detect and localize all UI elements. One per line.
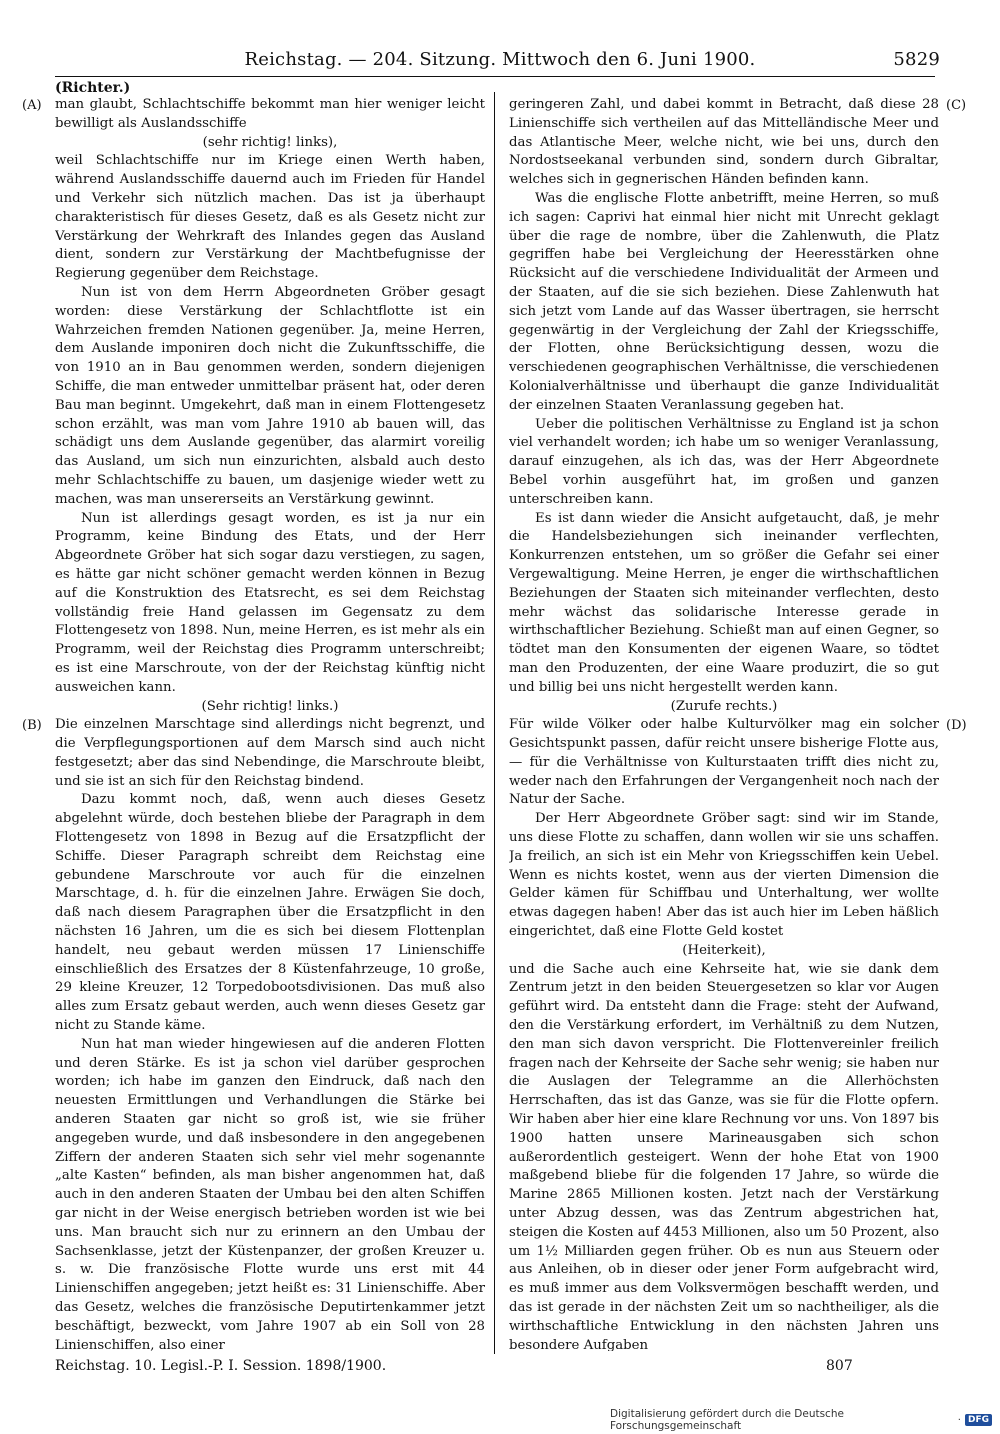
digitization-text: Digitalisierung gefördert durch die Deutsche Forschungsgemeinschaft — [610, 1408, 844, 1432]
paragraph: und die Sache auch eine Kehrseite hat, wie sie dank dem Zentrum jetzt in den beiden Steuergesetzen so klar vor Augen geführt wird. Da entsteht dann die Frage: steht der Aufwand, den die Verstärkung erfordert, im Verhältniß zu dem Nutzen, den man sich davon verspricht. Die Flottenvereinler freilich fragen nach der Kehrseite der Sache sehr wenig; sie haben nur die Auslagen der Telegramme an die Allerhöchsten Herrschaften, das ist das Ganze, was sie für die Flotte opfern. Wir haben aber hier eine klare Rechnung vor uns. Von 1897 bis 1900 hatten unsere Marineausgaben sich schon außerordentlich gesteigert. Wenn der hohe Etat von 1900 maßgebend bliebe für die folgenden 17 Jahre, so würde die Marine 2865 Millionen kosten. Jetzt nach der Verstärkung unter Abzug dessen, was das Zentrum abgestrichen hat, steigen die Kosten auf 4453 Millionen, also um 50 Prozent, also um 1½ Milliarden gegen früher. Ob es nun aus Steuern oder aus Anleihen, ob in dieser oder jener Form aufgebracht wird, es muß immer aus dem Volksvermögen beschafft werden, und das ist gerade in der nächsten Zeit um so nachtheiliger, als die wirthschaftliche Entwicklung in den nächsten Jahren uns besondere Aufgaben — [509, 961, 939, 1351]
interjection: (sehr richtig! links), — [202, 134, 338, 150]
interjection: (Zurufe rechts.) — [670, 698, 778, 714]
margin-marker-d: (D) — [946, 718, 967, 733]
paragraph: Ueber die politischen Verhältnisse zu England ist ja schon viel verhandelt worden; ich habe um so weniger Veranlassung, darauf einzugehen, als ich das, was der Herr Abgeordnete Bebel vorhin ausgeführt hat, im großen und ganzen unterschreiben kann. — [509, 416, 939, 507]
digitization-note — [610, 1408, 992, 1432]
margin-marker-c: (C) — [946, 98, 967, 113]
right-column — [509, 96, 939, 1351]
paragraph: Nun hat man wieder hingewiesen auf die anderen Flotten und deren Stärke. Es ist ja schon viel darüber gesprochen worden; ich habe im ganzen den Eindruck, daß nach den neuesten Ermittlungen und Verhandlungen die Stärke bei anderen Staaten gar nicht so groß ist, wie sie früher angegeben wurde, und daß insbesondere in den angegebenen Ziffern der anderen Staaten sich sehr viel mehr sogenannte „alte Kasten“ befinden, als man bisher angenommen hat, daß auch in den anderen Staaten der Umbau bei den alten Schiffen gar nicht in der Weise energisch betrieben worden ist wie bei uns. Man braucht sich nur zu erinnern an den Umbau der Sachsenklasse, jetzt der Küstenpanzer, der großen Kreuzer u. s. w. Die französische Flotte wurde uns erst mit 44 Linienschiffen angegeben; jetzt heißt es: 31 Linienschiffe. Aber das Gesetz, welches die französische Deputirtenkammer jetzt beschäftigt, bezweckt, vom Jahre 1907 ab ein Soll von 28 Linienschiffen, also einer — [55, 1036, 485, 1351]
footer-sheet-number: 807 — [826, 1358, 853, 1374]
dfg-logo: DFG — [965, 1414, 992, 1426]
interjection: (Heiterkeit), — [682, 942, 766, 958]
interjection: (Sehr richtig! links.) — [201, 698, 339, 714]
header-rule — [55, 76, 935, 77]
paragraph: man glaubt, Schlachtschiffe bekommt man hier weniger leicht bewilligt als Auslandsschiffe — [55, 97, 485, 131]
margin-marker-a: (A) — [22, 98, 42, 113]
paragraph: Die einzelnen Marschtage sind allerdings nicht begrenzt, und die Verpflegungsportionen auf dem Marsch sind auch nicht festgesetzt; aber das sind Nebendinge, die Marschroute bleibt, und sie ist an sich für den Reichstag bindend. — [55, 717, 485, 789]
paragraph: Dazu kommt noch, daß, wenn auch dieses Gesetz abgelehnt würde, doch bestehen bliebe der Paragraph in dem Flottengesetz von 1898 in Bezug auf die Ersatzpflicht der Schiffe. Dieser Paragraph schreibt dem Reichstag eine gebundene Marschroute vor auch für die einzelnen Marschtage, d. h. für die einzelnen Jahre. Erwägen Sie doch, daß nach diesem Paragraphen über die Ersatzpflicht in den nächsten 16 Jahren, um die es sich bei diesem Flottenplan handelt, neu gebaut werden müssen 17 Linienschiffe einschließlich des Ersatzes der 8 Küstenfahrzeuge, 10 große, 29 kleine Kreuzer, 12 Torpedobootsdivisionen. Das muß also alles zum Ersatz gebaut werden, auch wenn dieses Gesetz gar nicht zu Stande käme. — [55, 792, 485, 1034]
paragraph: Nun ist von dem Herrn Abgeordneten Gröber gesagt worden: diese Verstärkung der Schlachtflotte ist ein Wahrzeichen fremden Nationen gegenüber. Ja, meine Herren, dem Auslande imponiren doch nicht die Zukunftsschiffe, die von 1910 an in Bau genommen werden, sondern diejenigen Schiffe, die man entweder unmittelbar präsent hat, oder deren Bau man beginnt. Umgekehrt, daß man in einem Flottengesetz schon erzählt, was man vom Jahre 1910 ab bauen will, das schädigt uns dem Auslande gegenüber, das alarmirt voreilig das Ausland, um sich nun einzurichten, alsbald auch desto mehr Schlachtschiffe zu bauen, um dasjenige wieder wett zu machen, was man unsererseits an Verstärkung gewinnt. — [55, 284, 485, 507]
header-title: Reichstag. — 204. Sitzung. Mittwoch den 6. Juni 1900. — [244, 48, 756, 70]
speaker-name: (Richter.) — [55, 80, 131, 96]
paragraph: Was die englische Flotte anbetrifft, meine Herren, so muß ich sagen: Caprivi hat einmal hier nicht mit Unrecht geklagt über die rage de nombre, über die Zahlenwuth, die Platz gegriffen habe bei Vergleichung der Heeresstärken ohne Rücksicht auf die verschiedene Individualität der Armeen und der Staaten, auf die sie sich beziehen. Diese Zahlenwuth hat sich jetzt vom Lande auf das Wasser übertragen, sie herrscht gegenwärtig in der Vergleichung der Zahl der Kriegsschiffe, der Flotten, ohne Berücksichtigung dessen, wozu die verschiedenen geographischen Verhältnisse, die verschiedenen Kolonialverhältnisse und überhaupt die ganze Individualität der einzelnen Staaten Veranlassung gegeben hat. — [509, 190, 939, 413]
footer-session: Reichstag. 10. Legisl.-P. I. Session. 1898/1900. — [55, 1358, 387, 1374]
separator-dot: · — [957, 1414, 961, 1426]
left-column — [55, 96, 485, 1351]
margin-marker-b: (B) — [22, 718, 42, 733]
paragraph: geringeren Zahl, und dabei kommt in Betracht, daß diese 28 Linienschiffe sich vertheilen auf das Mittelländische Meer und das Atlantische Meer, welche nicht, wie bei uns, durch den Nordostseekanal verbunden sind, sondern durch Gibraltar, welches sich in gegnerischen Händen befinden kann. — [509, 97, 939, 188]
paragraph: Für wilde Völker oder halbe Kulturvölker mag ein solcher Gesichtspunkt passen, dafür reicht unsere bisherige Flotte aus, — für die Verhältnisse von Kulturstaaten trifft dies nicht zu, weder nach den Erfahrungen der Vergangenheit noch nach der Natur der Sache. — [509, 717, 939, 808]
column-divider — [494, 92, 495, 1354]
paragraph: Nun ist allerdings gesagt worden, es ist ja nur ein Programm, keine Bindung des Etats, und der Herr Abgeordnete Gröber hat sich sogar dazu verstiegen, zu sagen, es hätte gar nicht schöner gemacht werden können in Bezug auf die Konstruktion des Etatsrecht, es sei dem Reichstag vollständig freie Hand gelassen im Gegensatz zu dem Flottengesetz von 1898. Nun, meine Herren, es ist mehr als ein Programm, weil der Reichstag dies Programm unterschreibt; es ist eine Marschroute, von der der Reichstag künftig nicht ausweichen kann. — [55, 510, 485, 695]
paragraph: Der Herr Abgeordnete Gröber sagt: sind wir im Stande, uns diese Flotte zu schaffen, dann wollen wir sie uns schaffen. Ja freilich, an sich ist ein Mehr von Kriegsschiffen kein Uebel. Wenn es nichts kostet, wenn aus der vierten Dimension die Gelder kämen für Schiffbau und Unterhaltung, wer wollte etwas dagegen haben! Aber das ist auch hier im Leben häßlich eingerichtet, daß eine Flotte Geld kostet — [509, 811, 939, 940]
paragraph: weil Schlachtschiffe nur im Kriege einen Werth haben, während Auslandsschiffe dauernd auch im Frieden für Handel und Verkehr sich nützlich machen. Das ist ja überhaupt charakteristisch für dieses Gesetz, daß es als Gesetz nicht zur Verstärkung der Wehrkraft des Inlandes gegen das Ausland dient, sondern zur Verstärkung der Machtbefugnisse der Regierung gegenüber dem Reichstage. — [55, 153, 485, 282]
page-number: 5829 — [893, 48, 940, 70]
page-header — [20, 44, 980, 74]
paragraph: Es ist dann wieder die Ansicht aufgetaucht, daß, je mehr die Handelsbeziehungen sich ineinander verflechten, Konkurrenzen entstehen, um so größer die Gefahr sei einer Vergewaltigung. Meine Herren, je enger die wirthschaftlichen Beziehungen der Staaten sich miteinander verflechten, desto mehr wächst das solidarische Interesse gerade in wirthschaftlicher Beziehung. Schießt man auf einen Gegner, so tödtet man den Konsumenten der eigenen Waare, so tödtet man den Produzenten, der eine Waare produzirt, die so gut und billig bei uns nicht hergestellt werden kann. — [509, 510, 939, 695]
